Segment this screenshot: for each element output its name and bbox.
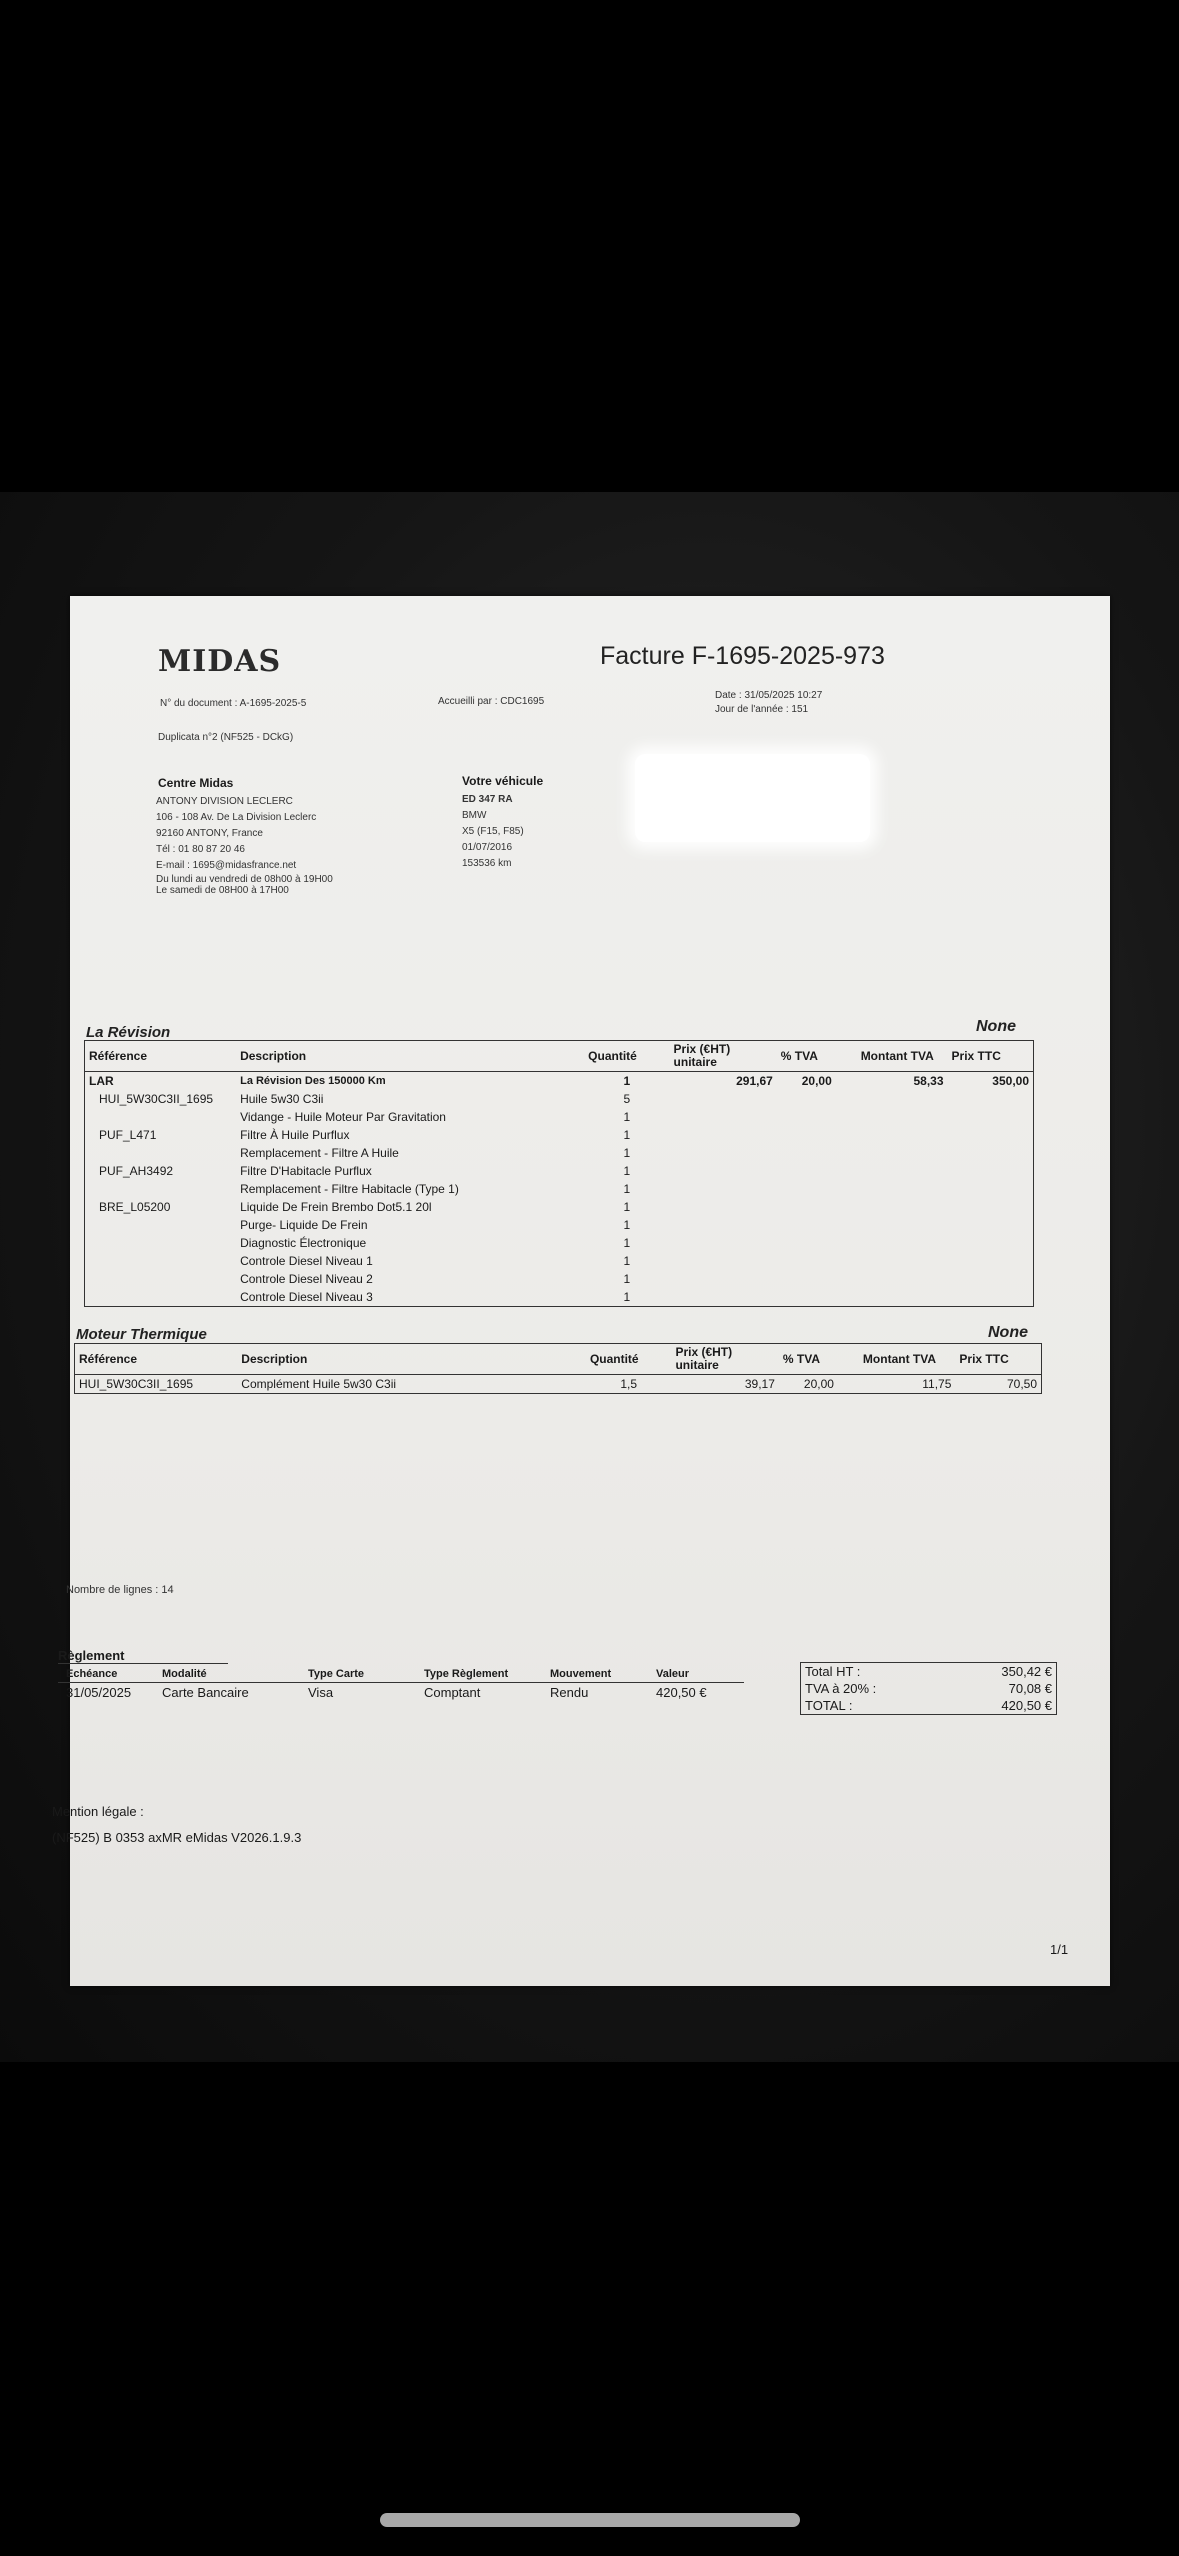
cell-reference: HUI_5W30C3II_1695 [99, 1092, 214, 1106]
cell-quantite: 1 [623, 1182, 631, 1196]
cell-description: Filtre À Huile Purflux [240, 1128, 350, 1142]
cell-montant-tva [857, 1090, 948, 1108]
cell-tva [777, 1288, 857, 1307]
cell-description: Diagnostic Électronique [240, 1236, 367, 1250]
col-prix-ttc: Prix TTC [955, 1344, 1041, 1375]
cell-reference: PUF_L471 [99, 1128, 157, 1142]
cell-reference: HUI_5W30C3II_1695 [79, 1377, 194, 1391]
cell-reference [85, 1234, 237, 1252]
total-ht-value: 350,42 € [1001, 1664, 1052, 1679]
cell-tva [777, 1108, 857, 1126]
cell-montant-tva [857, 1126, 948, 1144]
centre-line: 106 - 108 Av. De La Division Leclerc [156, 812, 317, 823]
vehicle-plate: ED 347 RA [462, 794, 513, 805]
vehicle-info [462, 792, 524, 872]
cell-quantite: 1 [623, 1254, 631, 1268]
tva-label: TVA à 20% : [805, 1681, 877, 1696]
cell-description: Complément Huile 5w30 C3ii [241, 1377, 397, 1391]
table-row [85, 1198, 1034, 1216]
cell-montant-tva [857, 1234, 948, 1252]
cell-quantite: 1 [623, 1146, 631, 1160]
cell-description: Remplacement - Filtre A Huile [240, 1146, 399, 1160]
cell-tva [777, 1090, 857, 1108]
mention-label: Mention légale : [52, 1804, 144, 1819]
centre-title: Centre Midas [158, 776, 234, 790]
mention-text: (NF525) B 0353 axMR eMidas V2026.1.9.3 [52, 1830, 302, 1845]
cell-tva [777, 1216, 857, 1234]
col-description: Description [237, 1344, 586, 1375]
cell-echeance: 31/05/2025 [66, 1685, 132, 1700]
day-of-year: Jour de l'année : 151 [715, 704, 809, 715]
doc-number: N° du document : A-1695-2025-5 [160, 698, 307, 709]
cell-prix-ttc [948, 1198, 1034, 1216]
table-row [85, 1180, 1034, 1198]
cell-tva [777, 1198, 857, 1216]
table-row [85, 1252, 1034, 1270]
cell-prix-unitaire [670, 1180, 777, 1198]
centre-line: Du lundi au vendredi de 08h00 à 19H00 [156, 874, 333, 885]
cell-prix-ttc [948, 1090, 1034, 1108]
centre-line: Le samedi de 08H00 à 17H00 [156, 885, 289, 896]
vehicle-date: 01/07/2016 [462, 842, 513, 853]
moteur-title: Moteur Thermique [76, 1326, 207, 1343]
tva-value: 70,08 € [1008, 1681, 1052, 1696]
centre-address [156, 794, 333, 896]
cell-prix-unitaire [670, 1198, 777, 1216]
cell-description: Huile 5w30 C3ii [240, 1092, 324, 1106]
centre-line: ANTONY DIVISION LECLERC [156, 796, 293, 807]
cell-quantite: 1 [623, 1110, 631, 1124]
accueilli-par: Accueilli par : CDC1695 [438, 696, 545, 707]
cell-reference: PUF_AH3492 [99, 1164, 174, 1178]
col-prix-unitaire: Prix (€HT) unitaire [670, 1041, 777, 1072]
cell-prix-unitaire [670, 1090, 777, 1108]
cell-modalite: Carte Bancaire [162, 1685, 249, 1700]
cell-quantite: 1 [623, 1272, 631, 1286]
cell-tva [777, 1270, 857, 1288]
moteur-header-row [75, 1344, 1042, 1375]
cell-montant-tva [857, 1216, 948, 1234]
cell-prix-unitaire [670, 1252, 777, 1270]
moteur-table [74, 1343, 1042, 1394]
cell-type-reglement: Comptant [424, 1685, 481, 1700]
cell-prix-unitaire [670, 1144, 777, 1162]
table-row [85, 1234, 1034, 1252]
invoice-title: Facture F-1695-2025-973 [600, 642, 885, 670]
revision-table [84, 1040, 1034, 1307]
cell-prix-ttc: 70,50 [1006, 1377, 1037, 1391]
cell-montant-tva [857, 1270, 948, 1288]
cell-description: Remplacement - Filtre Habitacle (Type 1) [240, 1182, 459, 1196]
col-montant-tva: Montant TVA [857, 1041, 948, 1072]
cell-montant-tva [857, 1252, 948, 1270]
cell-quantite: 1 [623, 1128, 631, 1142]
cell-quantite: 1 [623, 1200, 631, 1214]
col-type-carte: Type Carte [300, 1668, 416, 1683]
cell-description: La Révision Des 150000 Km [240, 1075, 386, 1087]
total-ht-label: Total HT : [805, 1664, 861, 1679]
table-row [85, 1144, 1034, 1162]
table-row [85, 1270, 1034, 1288]
cell-mouvement: Rendu [550, 1685, 589, 1700]
cell-prix-unitaire [670, 1126, 777, 1144]
col-echeance: Echéance [58, 1668, 154, 1683]
totals-box [800, 1662, 1057, 1715]
col-prix-unitaire: Prix (€HT) unitaire [671, 1344, 778, 1375]
cell-reference [85, 1288, 237, 1307]
cell-tva: 20,00 [803, 1377, 834, 1391]
cell-prix-ttc [948, 1180, 1034, 1198]
revision-tag: None [976, 1018, 1016, 1035]
cell-reference [85, 1144, 237, 1162]
total-row [801, 1697, 1056, 1714]
col-reference: Référence [75, 1344, 238, 1375]
cell-reference [85, 1180, 237, 1198]
table-row [85, 1162, 1034, 1180]
table-row [85, 1216, 1034, 1234]
cell-description: Vidange - Huile Moteur Par Gravitation [240, 1110, 446, 1124]
reglement-table [58, 1668, 744, 1702]
cell-prix-unitaire: 291,67 [736, 1074, 773, 1088]
centre-line: E-mail : 1695@midasfrance.net [156, 860, 297, 871]
cell-montant-tva: 58,33 [913, 1074, 944, 1088]
tva-row [801, 1680, 1056, 1697]
cell-description: Liquide De Frein Brembo Dot5.1 20l [240, 1200, 432, 1214]
cell-prix-unitaire [670, 1216, 777, 1234]
cell-montant-tva [857, 1108, 948, 1126]
col-type-reglement: Type Règlement [416, 1668, 542, 1683]
home-indicator[interactable] [380, 2513, 800, 2527]
cell-prix-unitaire [670, 1108, 777, 1126]
table-row [85, 1072, 1034, 1091]
cell-prix-ttc [948, 1234, 1034, 1252]
cell-prix-unitaire [670, 1270, 777, 1288]
midas-logo: MIDAS [158, 644, 282, 679]
table-row [75, 1375, 1042, 1394]
cell-reference: BRE_L05200 [99, 1200, 171, 1214]
cell-montant-tva [857, 1144, 948, 1162]
cell-description: Controle Diesel Niveau 1 [240, 1254, 373, 1268]
col-mouvement: Mouvement [542, 1668, 648, 1683]
cell-description: Purge- Liquide De Frein [240, 1218, 368, 1232]
cell-reference: LAR [89, 1074, 114, 1088]
cell-quantite: 1 [623, 1218, 631, 1232]
reglement-row [58, 1683, 744, 1703]
moteur-tag: None [988, 1324, 1028, 1341]
cell-quantite: 1 [623, 1074, 631, 1088]
cell-valeur: 420,50 € [656, 1685, 707, 1700]
cell-prix-ttc [948, 1252, 1034, 1270]
col-reference: Référence [85, 1041, 237, 1072]
cell-prix-ttc [948, 1126, 1034, 1144]
cell-prix-ttc [948, 1108, 1034, 1126]
cell-quantite: 1 [623, 1236, 631, 1250]
col-valeur: Valeur [648, 1668, 744, 1683]
cell-montant-tva [857, 1180, 948, 1198]
page-number: 1/1 [1050, 1942, 1069, 1957]
col-quantite: Quantité [586, 1344, 672, 1375]
table-row [85, 1126, 1034, 1144]
table-row [85, 1288, 1034, 1307]
vehicle-mileage: 153536 km [462, 858, 512, 869]
cell-description: Filtre D'Habitacle Purflux [240, 1164, 372, 1178]
revision-title: La Révision [86, 1024, 171, 1041]
cell-prix-unitaire [670, 1234, 777, 1252]
centre-line: Tél : 01 80 87 20 46 [156, 844, 245, 855]
vehicle-title: Votre véhicule [462, 774, 544, 788]
cell-description: Controle Diesel Niveau 2 [240, 1272, 373, 1286]
cell-tva [777, 1162, 857, 1180]
col-montant-tva: Montant TVA [859, 1344, 955, 1375]
cell-prix-ttc [948, 1144, 1034, 1162]
vehicle-model: X5 (F15, F85) [462, 826, 524, 837]
cell-reference [85, 1252, 237, 1270]
col-tva: % TVA [779, 1344, 859, 1375]
cell-tva [777, 1180, 857, 1198]
centre-line: 92160 ANTONY, France [156, 828, 263, 839]
cell-reference [85, 1216, 237, 1234]
cell-prix-ttc: 350,00 [992, 1074, 1029, 1088]
invoice-paper [52, 596, 1110, 1986]
total-value: 420,50 € [1001, 1698, 1052, 1713]
invoice-date: Date : 31/05/2025 10:27 [715, 690, 823, 701]
redacted-area [635, 754, 870, 842]
vehicle-brand: BMW [462, 810, 487, 821]
cell-prix-ttc [948, 1288, 1034, 1307]
cell-tva [777, 1252, 857, 1270]
cell-montant-tva: 11,75 [922, 1377, 952, 1391]
cell-prix-ttc [948, 1270, 1034, 1288]
cell-prix-unitaire [670, 1288, 777, 1307]
cell-quantite: 1 [623, 1290, 631, 1304]
cell-tva [777, 1234, 857, 1252]
nb-lignes: Nombre de lignes : 14 [66, 1584, 174, 1596]
cell-tva: 20,00 [801, 1074, 832, 1088]
cell-montant-tva [857, 1288, 948, 1307]
col-modalite: Modalité [154, 1668, 300, 1683]
col-quantite: Quantité [584, 1041, 669, 1072]
col-prix-ttc: Prix TTC [948, 1041, 1034, 1072]
cell-tva [777, 1126, 857, 1144]
total-label: TOTAL : [805, 1698, 853, 1713]
cell-reference [85, 1270, 237, 1288]
cell-description: Controle Diesel Niveau 3 [240, 1290, 373, 1304]
cell-prix-unitaire: 39,17 [744, 1377, 775, 1391]
cell-quantite: 1,5 [620, 1377, 638, 1391]
cell-quantite: 5 [623, 1092, 631, 1106]
table-row [85, 1090, 1034, 1108]
total-ht-row [801, 1663, 1056, 1680]
cell-prix-ttc [948, 1216, 1034, 1234]
duplicata: Duplicata n°2 (NF525 - DCkG) [158, 732, 294, 743]
revision-header-row [85, 1041, 1034, 1072]
cell-prix-ttc [948, 1162, 1034, 1180]
cell-montant-tva [857, 1162, 948, 1180]
col-description: Description [236, 1041, 584, 1072]
cell-prix-unitaire [670, 1162, 777, 1180]
cell-tva [777, 1144, 857, 1162]
reglement-header-row [58, 1668, 744, 1683]
reglement-title: Règlement [58, 1648, 228, 1664]
table-row [85, 1108, 1034, 1126]
cell-reference [85, 1108, 237, 1126]
cell-quantite: 1 [623, 1164, 631, 1178]
col-tva: % TVA [777, 1041, 857, 1072]
cell-type-carte: Visa [308, 1685, 334, 1700]
cell-montant-tva [857, 1198, 948, 1216]
